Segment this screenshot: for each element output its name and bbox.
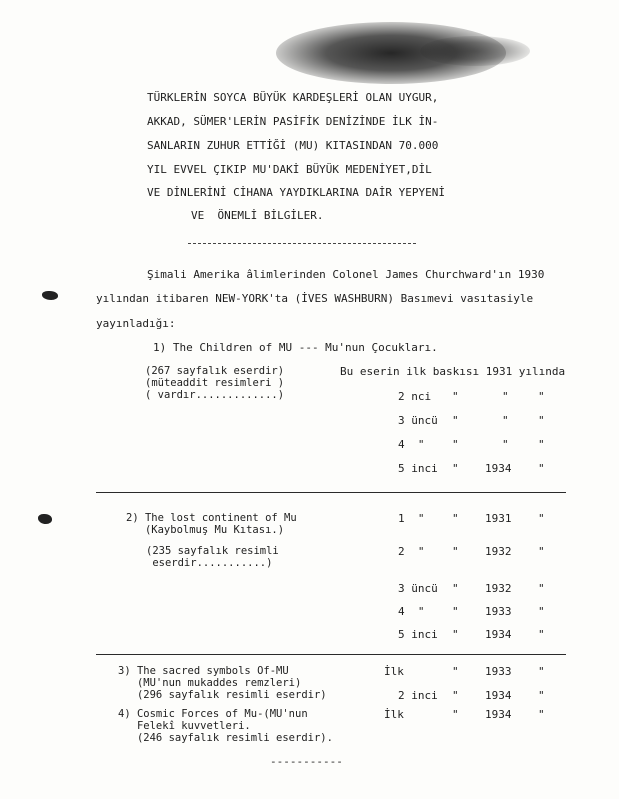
book-3-line-1: 3) The sacred symbols Of-MU [118,665,289,677]
book-4-ed-1-q1: " [452,708,459,721]
book-3-ed-1: İlk [384,665,404,678]
heading-line-4: YIL EVVEL ÇIKIP MU'DAKİ BÜYÜK MEDENİYET,DİL [147,163,432,176]
book-1-ed-5-q1: " [452,462,459,475]
book-1-ed-2: 2 nci [398,390,432,403]
book-4-line-2: Felekî kuvvetleri. [118,720,251,732]
book-2-ed-1-year: 1931 [485,512,512,525]
book-2-ed-5-q1: " [452,628,459,641]
divider-2 [96,654,566,655]
book-1-ed-5-q2: " [538,462,545,475]
book-1-desc-3: ( vardır.............) [145,389,285,401]
book-1-ed-2-year: " [502,390,509,403]
book-2-ed-2-q2: " [538,545,545,558]
book-4-ed-1-q2: " [538,708,545,721]
heading-line-6-prefix: VE [191,209,218,222]
book-2-desc-1: (235 sayfalık resimli [146,545,279,557]
book-1-ed-2-q1: " [452,390,459,403]
book-2-ed-1-q2: " [538,512,545,525]
book-2-ed-2-q1: " [452,545,459,558]
book-1-ed-5-year: 1934 [485,462,512,475]
intro-line-2: yılından itibaren NEW-YORK'ta (İVES WASHBURN) Basımevi vasıtasiyle [96,292,534,305]
book-2-ed-1-q1: " [452,512,459,525]
book-3-ed-2-year: 1934 [485,689,512,702]
book-1-desc-1: (267 sayfalık eserdir) [145,365,285,377]
heading-divider [188,243,416,244]
book-2-ed-2: 2 " [398,545,425,558]
book-2-ed-5-q2: " [538,628,545,641]
book-2-ed-3-q1: " [452,582,459,595]
book-2-title-2: (Kaybolmuş Mu Kıtası.) [126,524,285,536]
book-1-ed-2-q2: " [538,390,545,403]
end-mark: ----------- [270,755,343,768]
book-2-title-1: 2) The lost continent of Mu [126,512,297,524]
heading-line-5: VE DİNLERİNİ CİHANA YAYDIKLARINA DAİR YEPYENİ [147,186,446,199]
book-2-ed-4-q2: " [538,605,545,618]
book-1-ed-3-q2: " [538,414,545,427]
ink-smudge-small [420,36,530,66]
book-2-ed-3: 3 üncü [398,582,438,595]
book-4-ed-1-year: 1934 [485,708,512,721]
book-2-ed-3-q2: " [538,582,545,595]
intro-line-3: yayınladığı: [96,317,176,330]
book-3-ed-2-q1: " [452,689,459,702]
book-4-line-1: 4) Cosmic Forces of Mu-(MU'nun [118,708,308,720]
book-1-ed-3: 3 üncü [398,414,438,427]
book-3-line-3: (296 sayfalık resimli eserdir) [118,689,327,701]
book-2-ed-1: 1 " [398,512,425,525]
heading-line-2: AKKAD, SÜMER'LERİN PASİFİK DENİZİNDE İLK İN- [147,115,439,128]
heading-line-1: TÜRKLERİN SOYCA BÜYÜK KARDEŞLERİ OLAN UYGUR, [147,91,439,104]
book-2-ed-4-year: 1933 [485,605,512,618]
book-1-first-edition: Bu eserin ilk baskısı 1931 yılında [340,365,566,378]
book-1-title: 1) The Children of MU --- Mu'nun Çocukları. [153,341,438,354]
punch-hole-bottom [38,514,52,524]
book-1-desc-2: (müteaddit resimleri ) [145,377,285,389]
book-2-ed-3-year: 1932 [485,582,512,595]
book-3-ed-1-year: 1933 [485,665,512,678]
book-1-ed-4: 4 " [398,438,425,451]
book-3-line-2: (MU'nun mukaddes remzleri) [118,677,302,689]
heading-line-6: VE ÖNEMLİ BİLGİLER. [191,209,324,222]
book-3-ed-1-q1: " [452,665,459,678]
book-2-ed-4: 4 " [398,605,425,618]
punch-hole-top [42,291,58,300]
book-2-ed-5: 5 inci [398,628,438,641]
book-2-desc-2: eserdir...........) [146,557,273,569]
book-1-ed-4-q1: " [452,438,459,451]
book-2-ed-4-q1: " [452,605,459,618]
book-4-ed-1: İlk [384,708,404,721]
book-1-ed-3-year: " [502,414,509,427]
divider-1 [96,492,566,493]
book-3-ed-1-q2: " [538,665,545,678]
book-1-ed-4-year: " [502,438,509,451]
book-1-ed-3-q1: " [452,414,459,427]
book-1-ed-5: 5 inci [398,462,438,475]
heading-line-3: SANLARIN ZUHUR ETTİĞİ (MU) KITASINDAN 70.000 [147,139,439,152]
book-2-ed-5-year: 1934 [485,628,512,641]
book-3-ed-2-q2: " [538,689,545,702]
book-3-ed-2: 2 inci [398,689,438,702]
book-2-ed-2-year: 1932 [485,545,512,558]
book-4-line-3: (246 sayfalık resimli eserdir). [118,732,333,744]
book-1-ed-4-q2: " [538,438,545,451]
intro-line-1: Şimali Amerika âlimlerinden Colonel James Churchward'ın 1930 [147,268,545,281]
